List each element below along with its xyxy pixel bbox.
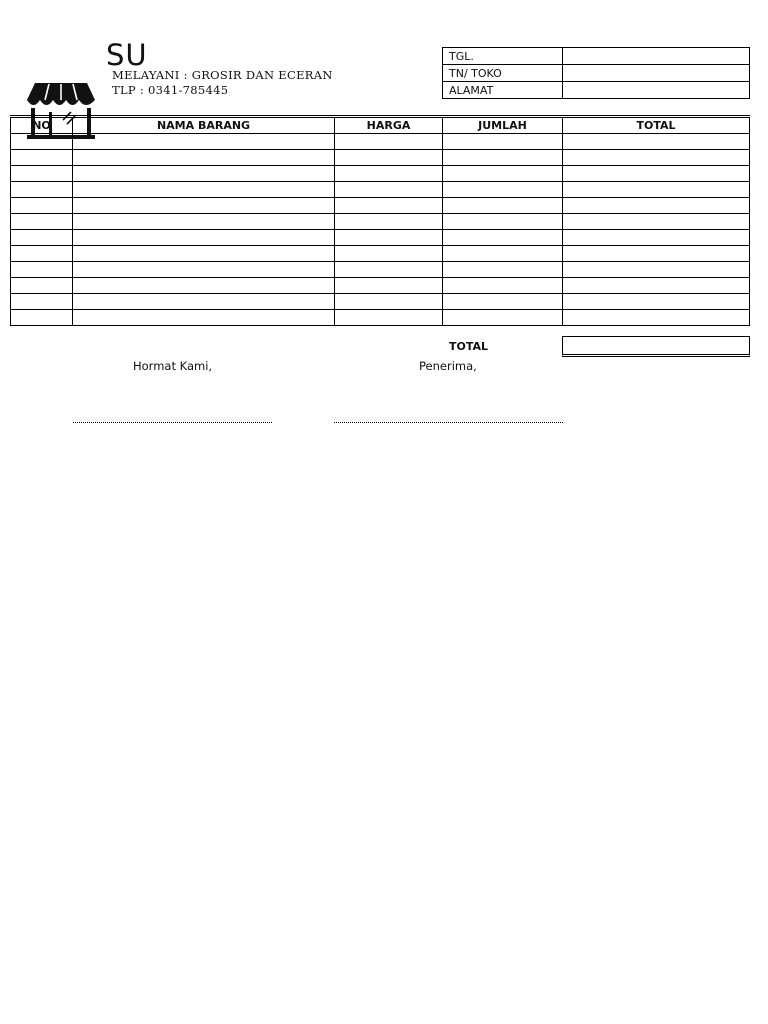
header-nama-barang: NAMA BARANG bbox=[73, 117, 335, 134]
header-jumlah: JUMLAH bbox=[443, 117, 563, 134]
cell-no[interactable] bbox=[11, 166, 73, 182]
grand-total-label: TOTAL bbox=[449, 340, 489, 353]
cell-nama-barang[interactable] bbox=[73, 166, 335, 182]
cell-total[interactable] bbox=[563, 214, 750, 230]
penerima-label: Penerima, bbox=[419, 359, 477, 373]
cell-total[interactable] bbox=[563, 294, 750, 310]
cell-total[interactable] bbox=[563, 262, 750, 278]
cell-harga[interactable] bbox=[335, 198, 443, 214]
cell-harga[interactable] bbox=[335, 262, 443, 278]
cell-total[interactable] bbox=[563, 230, 750, 246]
cell-no[interactable] bbox=[11, 182, 73, 198]
shop-phone: TLP : 0341-785445 bbox=[112, 83, 229, 97]
cell-no[interactable] bbox=[11, 214, 73, 230]
cell-nama-barang[interactable] bbox=[73, 310, 335, 326]
cell-nama-barang[interactable] bbox=[73, 262, 335, 278]
table-row bbox=[11, 310, 750, 326]
cell-nama-barang[interactable] bbox=[73, 214, 335, 230]
cell-no[interactable] bbox=[11, 230, 73, 246]
table-row bbox=[11, 214, 750, 230]
cell-no[interactable] bbox=[11, 150, 73, 166]
address-label: ALAMAT bbox=[443, 82, 563, 99]
header-total: TOTAL bbox=[563, 117, 750, 134]
cell-jumlah[interactable] bbox=[443, 150, 563, 166]
cell-harga[interactable] bbox=[335, 214, 443, 230]
cell-total[interactable] bbox=[563, 278, 750, 294]
table-row bbox=[11, 198, 750, 214]
cell-harga[interactable] bbox=[335, 134, 443, 150]
table-row bbox=[11, 166, 750, 182]
cell-total[interactable] bbox=[563, 246, 750, 262]
date-label: TGL. bbox=[443, 48, 563, 65]
grand-total-field[interactable] bbox=[562, 336, 750, 357]
table-row bbox=[11, 278, 750, 294]
table-row bbox=[11, 262, 750, 278]
cell-harga[interactable] bbox=[335, 310, 443, 326]
header-harga: HARGA bbox=[335, 117, 443, 134]
cell-no[interactable] bbox=[11, 294, 73, 310]
cell-jumlah[interactable] bbox=[443, 278, 563, 294]
cell-total[interactable] bbox=[563, 198, 750, 214]
header-no: NO bbox=[11, 117, 73, 134]
table-row bbox=[11, 294, 750, 310]
cell-nama-barang[interactable] bbox=[73, 134, 335, 150]
hormat-kami-label: Hormat Kami, bbox=[133, 359, 213, 373]
shop-services: MELAYANI : GROSIR DAN ECERAN bbox=[112, 68, 333, 82]
cell-jumlah[interactable] bbox=[443, 198, 563, 214]
signature-line-seller bbox=[73, 422, 272, 423]
shop-name: SU bbox=[106, 38, 148, 72]
cell-jumlah[interactable] bbox=[443, 262, 563, 278]
cell-jumlah[interactable] bbox=[443, 166, 563, 182]
cell-nama-barang[interactable] bbox=[73, 246, 335, 262]
cell-nama-barang[interactable] bbox=[73, 294, 335, 310]
items-body bbox=[11, 134, 750, 326]
cell-no[interactable] bbox=[11, 262, 73, 278]
cell-no[interactable] bbox=[11, 278, 73, 294]
items-table bbox=[10, 115, 750, 326]
cell-harga[interactable] bbox=[335, 230, 443, 246]
cell-no[interactable] bbox=[11, 310, 73, 326]
cell-jumlah[interactable] bbox=[443, 246, 563, 262]
cell-harga[interactable] bbox=[335, 294, 443, 310]
cell-harga[interactable] bbox=[335, 150, 443, 166]
cell-nama-barang[interactable] bbox=[73, 230, 335, 246]
cell-nama-barang[interactable] bbox=[73, 198, 335, 214]
cell-harga[interactable] bbox=[335, 166, 443, 182]
cell-total[interactable] bbox=[563, 166, 750, 182]
customer-label: TN/ TOKO bbox=[443, 65, 563, 82]
cell-total[interactable] bbox=[563, 134, 750, 150]
cell-jumlah[interactable] bbox=[443, 182, 563, 198]
cell-no[interactable] bbox=[11, 246, 73, 262]
cell-harga[interactable] bbox=[335, 182, 443, 198]
cell-nama-barang[interactable] bbox=[73, 182, 335, 198]
table-row bbox=[11, 246, 750, 262]
cell-jumlah[interactable] bbox=[443, 294, 563, 310]
signature-line-receiver bbox=[334, 422, 563, 423]
info-row-address bbox=[443, 82, 750, 99]
table-row bbox=[11, 230, 750, 246]
date-field[interactable] bbox=[563, 48, 750, 65]
info-row-date bbox=[443, 48, 750, 65]
items-header-row bbox=[11, 117, 750, 134]
table-row bbox=[11, 150, 750, 166]
cell-jumlah[interactable] bbox=[443, 214, 563, 230]
cell-no[interactable] bbox=[11, 198, 73, 214]
cell-total[interactable] bbox=[563, 182, 750, 198]
info-row-customer bbox=[443, 65, 750, 82]
table-row bbox=[11, 182, 750, 198]
table-row bbox=[11, 134, 750, 150]
customer-info-table bbox=[442, 47, 750, 99]
cell-total[interactable] bbox=[563, 150, 750, 166]
cell-jumlah[interactable] bbox=[443, 230, 563, 246]
address-field[interactable] bbox=[563, 82, 750, 99]
cell-jumlah[interactable] bbox=[443, 134, 563, 150]
customer-field[interactable] bbox=[563, 65, 750, 82]
cell-nama-barang[interactable] bbox=[73, 278, 335, 294]
cell-jumlah[interactable] bbox=[443, 310, 563, 326]
cell-total[interactable] bbox=[563, 310, 750, 326]
cell-no[interactable] bbox=[11, 134, 73, 150]
cell-harga[interactable] bbox=[335, 278, 443, 294]
cell-nama-barang[interactable] bbox=[73, 150, 335, 166]
cell-harga[interactable] bbox=[335, 246, 443, 262]
